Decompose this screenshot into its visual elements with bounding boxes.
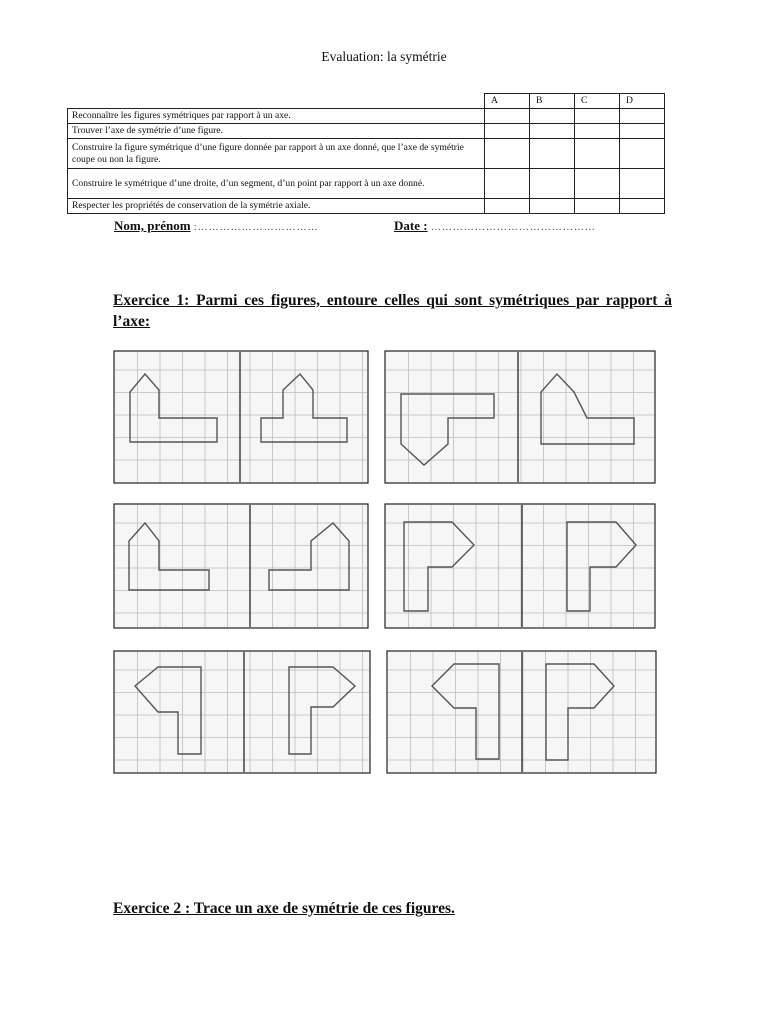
date-dots: ……………………………………… [430, 222, 596, 233]
name-label: Nom, prénom [114, 218, 191, 233]
date-field[interactable] [394, 218, 596, 234]
grid-row [68, 109, 665, 124]
grid-figure [384, 350, 656, 484]
grid-header-row [68, 94, 665, 109]
grade-cell[interactable] [485, 169, 530, 199]
criterion-cell: Reconnaître les figures symétriques par rapport à un axe. [68, 109, 485, 124]
grade-cell[interactable] [530, 109, 575, 124]
name-dots: :…………………………… [193, 222, 319, 233]
symmetry-panel-1[interactable] [113, 350, 369, 484]
grade-cell[interactable] [485, 109, 530, 124]
grid-row [68, 199, 665, 214]
grade-cell[interactable] [530, 124, 575, 139]
grid-header-b: B [530, 94, 575, 109]
grid-figure [113, 350, 369, 484]
grade-cell[interactable] [575, 124, 620, 139]
grid-header-d: D [620, 94, 665, 109]
grid-corner [68, 94, 485, 109]
symmetry-panel-3[interactable] [113, 503, 369, 629]
grid-header-a: A [485, 94, 530, 109]
exercise1-title: Exercice 1: Parmi ces figures, entoure celles qui sont symétriques par rapport à l’axe: [113, 292, 672, 330]
grade-cell[interactable] [620, 139, 665, 169]
symmetry-panel-5[interactable] [113, 650, 371, 774]
grade-cell[interactable] [620, 109, 665, 124]
grade-cell[interactable] [485, 199, 530, 214]
grade-cell[interactable] [575, 169, 620, 199]
grade-cell[interactable] [620, 124, 665, 139]
symmetry-panel-2[interactable] [384, 350, 656, 484]
criterion-cell: Respecter les propriétés de conservation de la symétrie axiale. [68, 199, 485, 214]
symmetry-panel-6[interactable] [386, 650, 657, 774]
grid-figure [386, 650, 657, 774]
grid-row [68, 169, 665, 199]
criterion-cell: Trouver l’axe de symétrie d’une figure. [68, 124, 485, 139]
grade-cell[interactable] [530, 169, 575, 199]
grade-cell[interactable] [620, 199, 665, 214]
exercise2-title: Exercice 2 : Trace un axe de symétrie de ces figures. [113, 900, 455, 917]
grade-cell[interactable] [485, 124, 530, 139]
grade-cell[interactable] [575, 199, 620, 214]
grade-cell[interactable] [575, 139, 620, 169]
grade-cell[interactable] [530, 199, 575, 214]
criterion-cell: Construire le symétrique d’une droite, d’un segment, d’un point par rapport à un axe donné. [68, 169, 485, 199]
grid-row [68, 139, 665, 169]
grade-cell[interactable] [575, 109, 620, 124]
date-label: Date : [394, 218, 428, 233]
criterion-cell: Construire la figure symétrique d’une figure donnée par rapport à un axe donné, que l’axe de symétrie coupe ou non la figure. [68, 139, 485, 169]
grid-header-c: C [575, 94, 620, 109]
grid-figure [113, 503, 369, 629]
grid-figure [113, 650, 371, 774]
grid-figure [384, 503, 656, 629]
symmetry-panel-4[interactable] [384, 503, 656, 629]
grid-row [68, 124, 665, 139]
page-title: Evaluation: la symétrie [321, 49, 447, 64]
grade-cell[interactable] [530, 139, 575, 169]
name-field[interactable] [114, 218, 319, 234]
grade-cell[interactable] [485, 139, 530, 169]
grade-cell[interactable] [620, 169, 665, 199]
evaluation-grid [67, 93, 665, 214]
